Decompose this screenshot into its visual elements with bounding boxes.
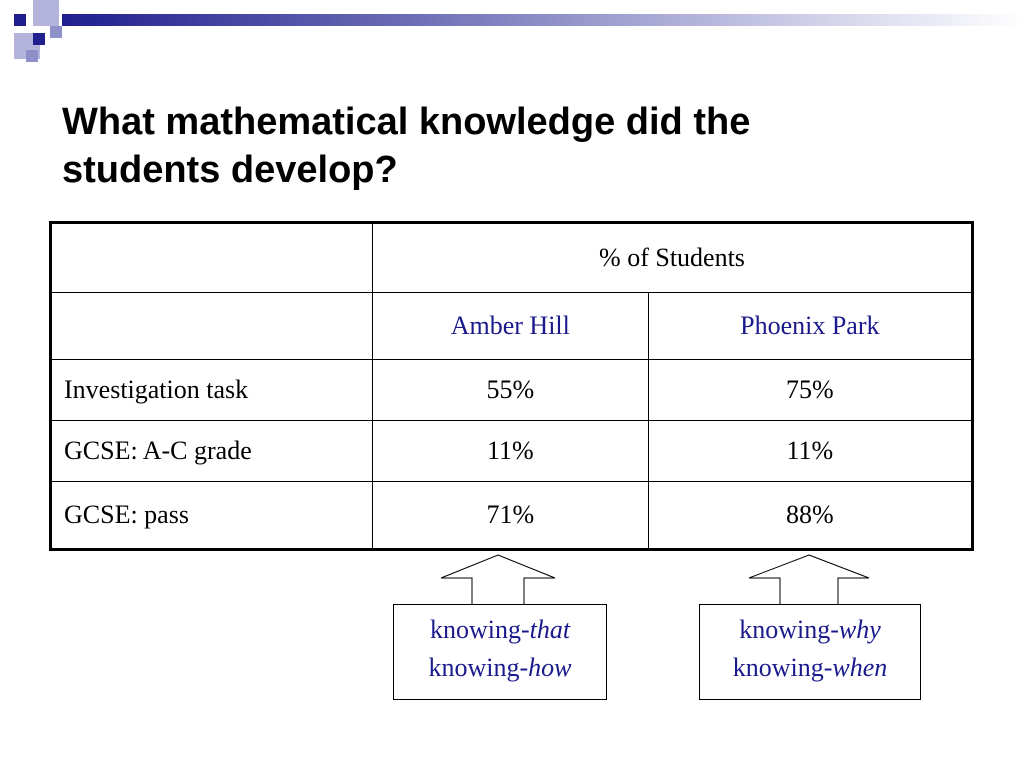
table-row xyxy=(51,482,973,550)
callout-box-phoenix-park xyxy=(699,604,921,700)
callout-line xyxy=(700,649,920,687)
row-label: Investigation task xyxy=(51,360,373,421)
up-arrow-icon xyxy=(440,554,556,606)
table-row xyxy=(51,421,973,482)
results-table xyxy=(49,221,974,551)
deco-square xyxy=(50,26,62,38)
callout-text: knowing- xyxy=(428,653,529,682)
table-header-row xyxy=(51,223,973,293)
table-cell: 11% xyxy=(648,421,972,482)
callout-text: knowing- xyxy=(732,653,833,682)
deco-square xyxy=(14,14,26,26)
callout-emphasis: when xyxy=(832,653,888,682)
table-subheader-row xyxy=(51,293,973,360)
group-header-cell: % of Students xyxy=(373,223,973,293)
callout-emphasis: why xyxy=(838,615,881,644)
deco-square xyxy=(33,33,45,45)
table-cell: 11% xyxy=(373,421,649,482)
table-row xyxy=(51,360,973,421)
callout-text: knowing- xyxy=(739,615,839,644)
column-header-phoenix-park: Phoenix Park xyxy=(648,293,972,360)
callout-line xyxy=(394,649,606,687)
table-cell: 71% xyxy=(373,482,649,550)
slide-title-line: What mathematical knowledge did the xyxy=(62,101,751,143)
callout-emphasis: how xyxy=(528,653,572,682)
table-cell: 55% xyxy=(373,360,649,421)
row-label: GCSE: A-C grade xyxy=(51,421,373,482)
row-label: GCSE: pass xyxy=(51,482,373,550)
deco-square xyxy=(33,0,59,26)
slide-title xyxy=(62,98,962,194)
deco-gradient-bar xyxy=(62,14,1024,26)
column-header-amber-hill: Amber Hill xyxy=(373,293,649,360)
table-cell: 88% xyxy=(648,482,972,550)
callout-box-amber-hill xyxy=(393,604,607,700)
callout-line xyxy=(700,611,920,649)
empty-header-cell xyxy=(51,223,373,293)
callout-line xyxy=(394,611,606,649)
slide-decoration xyxy=(0,0,1024,70)
empty-subheader-cell xyxy=(51,293,373,360)
callout-text: knowing- xyxy=(429,615,530,644)
slide-title-line: students develop? xyxy=(62,149,398,191)
up-arrow-icon xyxy=(748,554,870,606)
table-cell: 75% xyxy=(648,360,972,421)
callout-emphasis: that xyxy=(529,615,571,644)
deco-square xyxy=(26,50,38,62)
